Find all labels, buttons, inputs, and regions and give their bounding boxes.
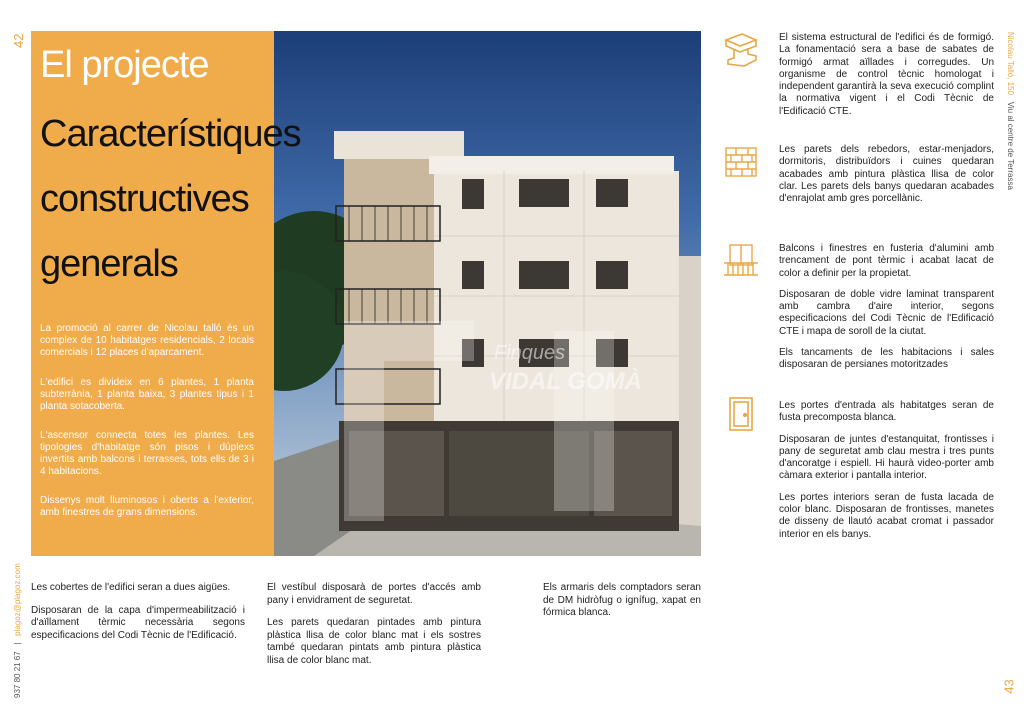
feature-paragraph: Disposaran de juntes d'estanquitat, frontisses i pany de seguretat amb clau mestra i tres punts d'ancoratge i espiell. Hi haurà video-porter amb càmara exterior i pantalla interior. <box>779 433 994 482</box>
street-address: Nicolau Talló, 150 <box>1006 32 1015 96</box>
feature-paragraph: Disposaran de doble vidre laminat transparent amb cambra d'aire interior, segons especificacions del Codi Tècnic de l'Edificació CTE i mapa de soroll de la ciutat. <box>779 288 994 337</box>
brick-wall-icon <box>722 144 760 180</box>
page-number-left: 42 <box>11 33 26 48</box>
page-number-right: 43 <box>1001 679 1017 694</box>
heading-line-2: constructives <box>40 178 249 220</box>
page-title: El projecte <box>40 44 209 86</box>
feature-paragraph: Balcons i finestres en fusteria d'alumini amb trencament de pont tèrmic i acabat lacat de color a definir per la propietat. <box>779 243 994 279</box>
heading-line-3: generals <box>40 243 178 285</box>
feature-structure <box>779 32 994 127</box>
svg-text:Finques: Finques <box>494 342 566 364</box>
contact-email: plagoz@plagoz.com <box>13 563 22 636</box>
contact-strip <box>13 528 22 698</box>
feature-paragraph: Les portes interiors seran de fusta lacada de color blanc. Disposaran de frontisses, manetes de disseny de llautó acabat cromat i passador interior en els banys. <box>779 491 994 540</box>
bottom-column-2 <box>267 582 481 677</box>
door-icon <box>722 396 760 432</box>
intro-paragraph: Dissenys molt lluminosos i oberts a l'exterior, amb finestres de grans dimensions. <box>40 495 254 518</box>
bottom-column-3 <box>543 582 701 630</box>
column-paragraph: Les cobertes de l'edifici seran a dues aigües. <box>31 582 231 593</box>
feature-windows <box>779 243 994 381</box>
svg-text:VIDAL GOMÀ: VIDAL GOMÀ <box>489 368 642 395</box>
address-strip <box>1006 32 1015 192</box>
column-paragraph: Les parets quedaran pintades amb pintura plàstica llisa de color blanc mat i els sostres també quedaran pintats amb pintura plàstica llisa de color blanc mat. <box>267 617 481 666</box>
feature-paragraph: Les portes d'entrada als habitatges seran de fusta precomposta blanca. <box>779 400 994 424</box>
bottom-column-1 <box>31 582 245 652</box>
column-paragraph: El vestíbul disposarà de portes d'accés amb pany i envidrament de seguretat. <box>267 582 481 606</box>
heading-line-1: Característiques <box>40 113 301 155</box>
intro-paragraph: L'edifici es divideix en 6 plantes, 1 planta subterrània, 1 planta baixa, 3 plantes tipus i 1 planta sotacoberta. <box>40 377 254 412</box>
balcony-icon <box>722 243 760 279</box>
separator: | <box>13 642 22 645</box>
feature-paragraph: Els tancaments de les habitacions i sales disposaran de persianes motoritzades <box>779 347 994 371</box>
address-subtitle: Viu al centre de Terrassa <box>1006 101 1015 190</box>
phone-number: 937 80 21 67 <box>13 651 22 698</box>
structure-beam-icon <box>722 32 760 68</box>
feature-paragraph: El sistema estructural de l'edifici és de formigó. La fonamentació sera a base de sabates de formigó armat aïllades i corregudes. Un organisme de control tècnic homologat i independent garantirà la seva execució complint la normativa vigent i el Codi Tècnic de l'Edificació CTE. <box>779 32 994 117</box>
intro-paragraph: La promoció al carrer de Nicolau talló és un complex de 10 habitatges residencials, 2 locals comercials i 12 places d'aparcament. <box>40 323 254 358</box>
column-paragraph: Disposaran de la capa d'impermeabilització i d'aïllament tèrmic necessària segons especificacions del Codi Tècnic de l'Edificació. <box>31 604 245 641</box>
feature-walls <box>779 144 994 214</box>
intro-paragraph: L'ascensor connecta totes les plantes. Les tipologies d'habitatge són pisos i dúplexs invertits amb balcons i terrasses, tots ells de 3 i 4 habitacions. <box>40 430 254 477</box>
building-photo <box>274 31 701 556</box>
feature-paragraph: Les parets dels rebedors, estar-menjadors, dormitoris, distribuïdors i cuines quedaran acabades amb pintura plàstica llisa de color clar. Les parets dels banys quedaran acabades d'enrajolat amb gres porcellànic. <box>779 144 994 205</box>
column-paragraph: Els armaris dels comptadors seran de DM hidròfug o ignífug, xapat en fórmica blanca. <box>543 582 701 618</box>
feature-doors <box>779 400 994 550</box>
